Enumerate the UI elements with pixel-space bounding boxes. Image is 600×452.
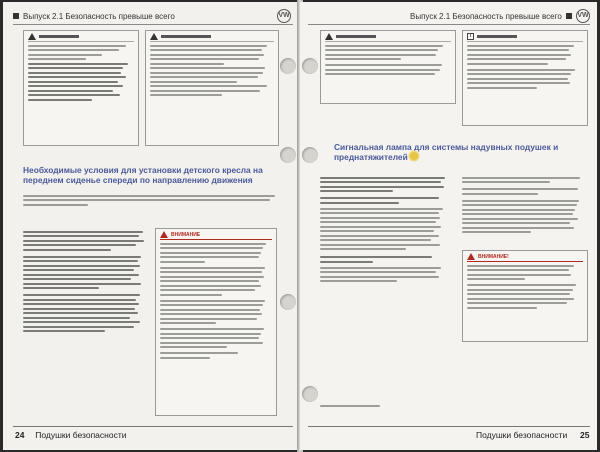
box-title <box>467 33 583 42</box>
vw-logo-icon: VW <box>576 9 590 23</box>
warning-box-top-right <box>145 30 279 146</box>
left-header-title: Выпуск 2.1 Безопасность превыше всего <box>23 11 175 21</box>
right-page-number: 25 <box>580 430 590 440</box>
punch-hole <box>280 58 296 74</box>
right-footer <box>476 430 589 440</box>
right-header-title: Выпуск 2.1 Безопасность превыше всего <box>410 11 562 21</box>
warning-box-attention-right <box>462 250 588 342</box>
punch-hole <box>302 58 318 74</box>
left-header <box>13 8 175 24</box>
attention-title-text: ВНИМАНИЕ <box>171 231 201 238</box>
punch-hole <box>302 386 318 402</box>
box-title <box>325 33 451 42</box>
left-footer <box>15 430 126 440</box>
right-body-column-left <box>320 174 452 285</box>
left-body-column <box>23 228 149 335</box>
left-page-number: 24 <box>15 430 25 440</box>
right-page <box>300 2 597 450</box>
attention-title <box>467 253 583 262</box>
box-title <box>150 33 274 42</box>
footer-rule <box>308 426 590 427</box>
box-title <box>28 33 134 42</box>
info-box-right <box>462 30 588 126</box>
warning-box-attention <box>155 228 277 416</box>
right-header <box>410 8 572 24</box>
left-page <box>3 2 299 450</box>
punch-hole <box>280 294 296 310</box>
right-section-heading-text: Сигнальная лампа для системы надувных подушек и преднатяжителей <box>334 142 559 162</box>
warning-triangle-icon <box>325 33 333 40</box>
right-bottom-note <box>320 402 380 409</box>
left-logo <box>277 8 291 24</box>
left-intro-paragraph <box>23 192 283 208</box>
left-section-heading: Необходимые условия для установки детского кресла на переднем сиденье спереди по направлению движения <box>23 165 263 185</box>
left-footer-section: Подушки безопасности <box>35 430 127 440</box>
right-logo <box>576 8 590 24</box>
header-square-icon <box>566 13 572 19</box>
right-section-heading <box>334 142 584 162</box>
airbag-lamp-icon <box>410 152 418 160</box>
header-rule <box>13 24 293 25</box>
warning-triangle-icon <box>467 253 475 260</box>
header-square-icon <box>13 13 19 19</box>
warning-box-right-top <box>320 30 456 104</box>
punch-hole <box>280 147 296 163</box>
right-footer-section: Подушки безопасности <box>476 430 568 440</box>
footer-rule <box>13 426 293 427</box>
info-icon: i <box>467 33 474 40</box>
warning-box-top-left <box>23 30 139 146</box>
header-rule <box>308 24 590 25</box>
right-body-column-right <box>462 174 588 236</box>
attention-title <box>160 231 272 240</box>
attention-title-text: ВНИМАНИЕ! <box>478 253 509 260</box>
warning-triangle-icon <box>160 231 168 238</box>
punch-hole <box>302 147 318 163</box>
warning-triangle-icon <box>28 33 36 40</box>
vw-logo-icon: VW <box>277 9 291 23</box>
warning-triangle-icon <box>150 33 158 40</box>
